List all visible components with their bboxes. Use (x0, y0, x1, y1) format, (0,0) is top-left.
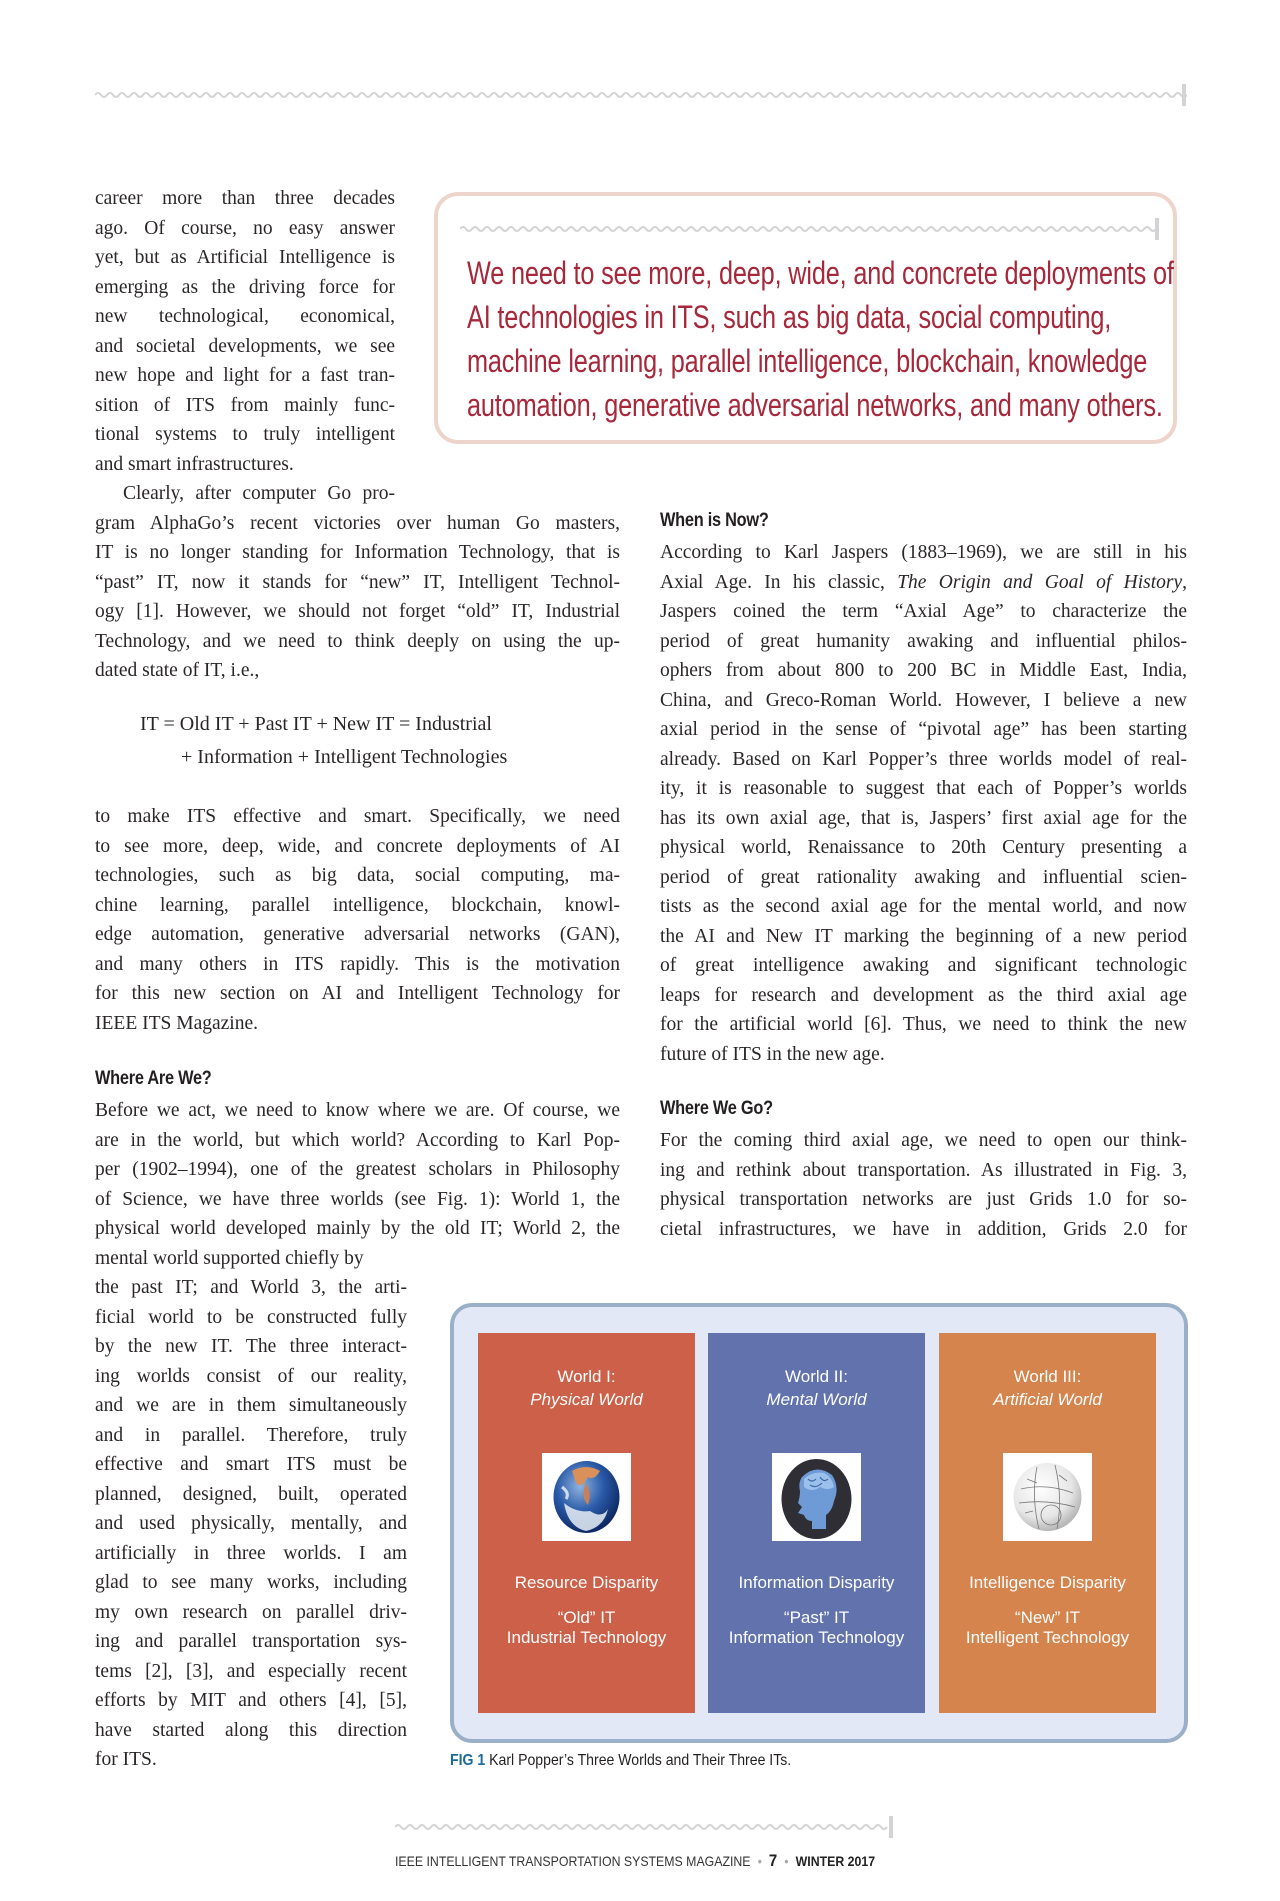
human-brain-head-icon (772, 1453, 861, 1541)
body-line: per (1902–1994), one of the greatest scholars in Philosophy (95, 1159, 620, 1180)
body-line: dated state of IT, i.e., (95, 660, 260, 681)
body-line: efforts by MIT and others [4], [5], (95, 1690, 407, 1711)
body-line: and used physically, mentally, and (95, 1513, 407, 1534)
body-line: ago. Of course, no easy answer (95, 217, 395, 239)
world-3-title (939, 1365, 1156, 1411)
body-text: Axial Age. In his classic, (660, 571, 898, 593)
body-line: ogy [1]. However, we should not forget “old” IT, Industrial (95, 601, 620, 622)
page-number: 7 (768, 1851, 778, 1870)
world-1-it (478, 1608, 695, 1648)
sketch-sphere-icon (1003, 1453, 1092, 1541)
separator: • (784, 1853, 789, 1869)
equation-line-1: IT = Old IT + Past IT + New IT = Industrial (140, 713, 492, 735)
body-line: leaps for research and development as the third axial age (660, 984, 1187, 1006)
body-line: the AI and New IT marking the beginning of a new period (660, 925, 1187, 947)
world-subtitle: Artificial World (993, 1390, 1102, 1409)
body-line: physical transportation networks are just Grids 1.0 for so- (660, 1189, 1187, 1210)
body-line: and we are in them simultaneously (95, 1395, 407, 1416)
world-subtitle: Physical World (530, 1390, 643, 1409)
body-line: period of great humanity awaking and influential philos- (660, 630, 1187, 652)
body-line: physical world developed mainly by the old IT; World 2, the (95, 1218, 620, 1239)
body-line: new hope and light for a fast tran- (95, 365, 395, 386)
body-line: Before we act, we need to know where we are. Of course, we (95, 1100, 620, 1121)
body-line: to see more, deep, wide, and concrete deployments of AI (95, 835, 620, 857)
body-line: IEEE ITS Magazine. (95, 1012, 258, 1034)
body-line: for ITS. (95, 1749, 157, 1770)
body-line: ing worlds consist of our reality, (95, 1365, 407, 1387)
world-2-disparity: Information Disparity (738, 1573, 895, 1592)
body-line: technologies, such as big data, social computing, ma- (95, 865, 620, 886)
it-name: Industrial Technology (506, 1628, 667, 1647)
body-line: of Science, we have three worlds (see Fig. 1): World 1, the (95, 1188, 620, 1210)
figure-1-caption (450, 1752, 791, 1770)
body-line: ing and parallel transportation sys- (95, 1631, 407, 1652)
world-title: World II: (785, 1367, 848, 1386)
issue-date: WINTER 2017 (795, 1853, 876, 1869)
body-line: and smart infrastructures. (95, 453, 294, 475)
body-line: ing and rethink about transportation. As illustrated in Fig. 3, (660, 1159, 1187, 1181)
body-line: planned, designed, built, operated (95, 1483, 407, 1505)
body-line: Jaspers coined the term “Axial Age” to characterize the (660, 601, 1187, 622)
body-line: already. Based on Karl Popper’s three worlds model of real- (660, 748, 1187, 770)
page-footer (395, 1851, 875, 1871)
world-1-title (478, 1365, 695, 1411)
body-line: emerging as the driving force for (95, 276, 395, 298)
body-line: effective and smart ITS must be (95, 1454, 407, 1475)
earth-globe-icon (542, 1453, 631, 1541)
section-heading-when-is-now: When is Now? (660, 510, 769, 531)
body-line: chine learning, parallel intelligence, blockchain, knowl- (95, 894, 620, 916)
body-line: For the coming third axial age, we need to open our think- (660, 1130, 1187, 1151)
it-name: Intelligent Technology (965, 1628, 1130, 1647)
section-heading-where-we-go: Where We Go? (660, 1098, 773, 1119)
it-label: “Old” IT (557, 1608, 616, 1627)
footer-wavy-rule (395, 1816, 895, 1838)
body-line: mental world supported chiefly by (95, 1247, 364, 1269)
body-line: career more than three decades (95, 188, 395, 209)
world-subtitle: Mental World (766, 1390, 867, 1409)
publication-name: IEEE INTELLIGENT TRANSPORTATION SYSTEMS MAGAZINE (395, 1853, 751, 1869)
body-line: tional systems to truly intelligent (95, 424, 395, 445)
body-line: future of ITS in the new age. (660, 1043, 885, 1065)
world-title: World I: (557, 1367, 616, 1386)
body-line: for the artificial world [6]. Thus, we need to think the new (660, 1014, 1187, 1035)
body-line: for this new section on AI and Intelligent Technology for (95, 983, 620, 1004)
pull-quote-box (434, 192, 1177, 444)
body-line: yet, but as Artificial Intelligence is (95, 247, 395, 268)
world-2-panel (708, 1333, 925, 1713)
body-line: by the new IT. The three interact- (95, 1336, 407, 1357)
body-line: period of great rationality awaking and influential scien- (660, 866, 1187, 888)
equation-line-2: + Information + Intelligent Technologies (181, 746, 508, 768)
separator: • (757, 1853, 762, 1869)
body-line: tists as the second axial age for the mental world, and now (660, 896, 1187, 917)
world-1-disparity: Resource Disparity (514, 1573, 659, 1592)
world-3-it (939, 1608, 1156, 1648)
body-line: ficial world to be constructed fully (95, 1306, 407, 1328)
body-line: my own research on parallel driv- (95, 1601, 407, 1623)
figure-label: FIG 1 (450, 1752, 486, 1769)
body-line: has its own axial age, that is, Jaspers’ first axial age for the (660, 807, 1187, 829)
pull-quote-line: We need to see more, deep, wide, and concrete deployments of (467, 255, 1174, 291)
body-line: Technology, and we need to think deeply on using the up- (95, 630, 620, 652)
body-line: of great intelligence awaking and significant technologic (660, 955, 1187, 976)
it-label: “Past” IT (783, 1608, 850, 1627)
body-line: new technological, economical, (95, 306, 395, 327)
body-line: physical world, Renaissance to 20th Century presenting a (660, 837, 1187, 858)
body-line: edge automation, generative adversarial networks (GAN), (95, 924, 620, 945)
body-line: sition of ITS from mainly func- (95, 394, 395, 416)
body-line: “past” IT, now it stands for “new” IT, Intelligent Technol- (95, 571, 620, 593)
it-name: Information Technology (728, 1628, 905, 1647)
body-line: According to Karl Jaspers (1883–1969), we are still in his (660, 542, 1187, 563)
body-line: Clearly, after computer Go pro- (123, 483, 395, 504)
world-2-it (708, 1608, 925, 1648)
body-line: axial period in the sense of “pivotal age” has been starting (660, 719, 1187, 740)
body-line: tems [2], [3], and especially recent (95, 1660, 407, 1682)
pull-quote-line: machine learning, parallel intelligence, blockchain, knowledge (467, 343, 1148, 379)
body-line: ophers from about 800 to 200 BC in Middle East, India, (660, 660, 1187, 681)
body-line: cietal infrastructures, we have in addition, Grids 2.0 for (660, 1218, 1187, 1240)
body-line: artificially in three worlds. I am (95, 1542, 407, 1564)
body-line: and in parallel. Therefore, truly (95, 1424, 407, 1446)
body-line (660, 568, 1187, 598)
caption-text: Karl Popper’s Three Worlds and Their Three ITs. (485, 1752, 792, 1769)
body-line: ity, it is reasonable to suggest that each of Popper’s worlds (660, 778, 1187, 799)
body-line: have started along this direction (95, 1719, 407, 1741)
world-3-disparity: Intelligence Disparity (969, 1573, 1126, 1592)
world-1-panel (478, 1333, 695, 1713)
body-line: glad to see many works, including (95, 1572, 407, 1593)
pull-quote-wavy-rule (460, 218, 1160, 240)
it-label: “New” IT (1014, 1608, 1081, 1627)
body-line: IT is no longer standing for Information Technology, that is (95, 542, 620, 563)
world-3-panel (939, 1333, 1156, 1713)
world-2-title (708, 1365, 925, 1411)
pull-quote-line: AI technologies in ITS, such as big data, social computing, (467, 299, 1112, 335)
body-text: , (1182, 571, 1187, 593)
body-line: to make ITS effective and smart. Specifically, we need (95, 806, 620, 827)
body-line: are in the world, but which world? According to Karl Pop- (95, 1129, 620, 1151)
body-line: the past IT; and World 3, the arti- (95, 1277, 407, 1298)
top-wavy-rule (95, 84, 1187, 106)
body-line: China, and Greco-Roman World. However, I believe a new (660, 689, 1187, 711)
section-heading-where-are-we: Where Are We? (95, 1068, 212, 1089)
body-line: and societal developments, we see (95, 335, 395, 357)
pull-quote-line: automation, generative adversarial networks, and many others. (467, 387, 1163, 423)
body-line: gram AlphaGo’s recent victories over human Go masters, (95, 512, 620, 534)
body-line: and many others in ITS rapidly. This is the motivation (95, 953, 620, 975)
book-title: The Origin and Goal of History (897, 571, 1183, 593)
world-title: World III: (1013, 1367, 1082, 1386)
